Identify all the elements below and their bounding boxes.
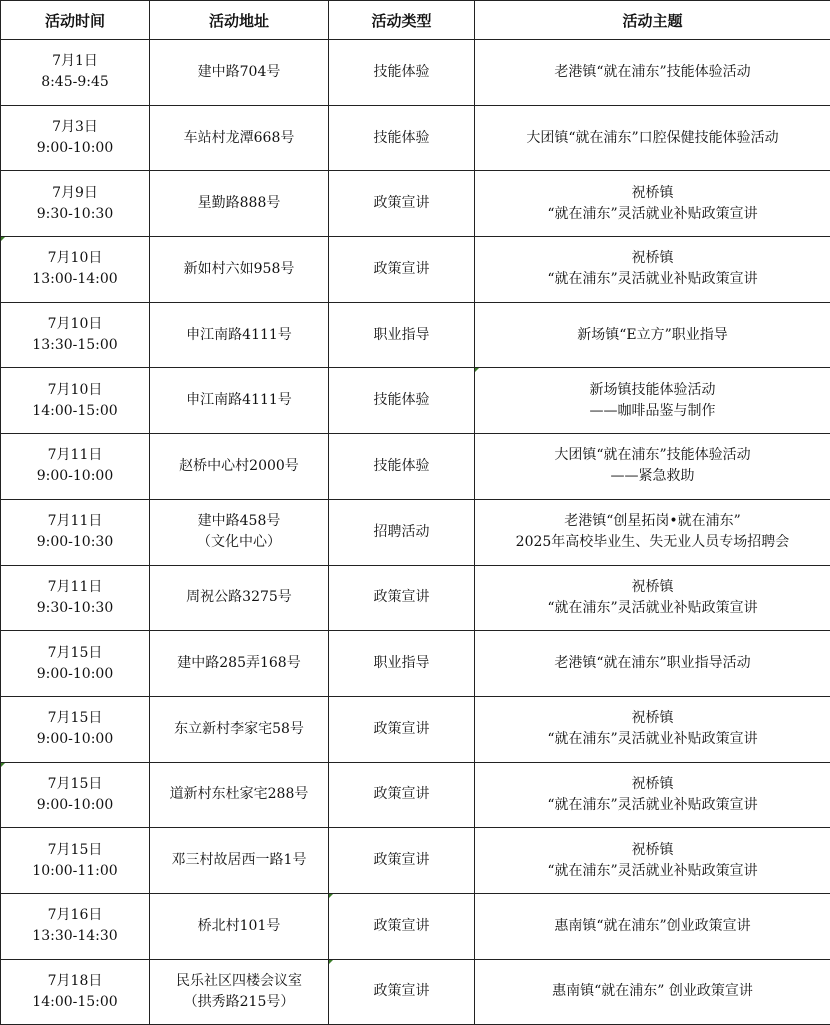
date-text: 7月3日 — [52, 119, 98, 136]
time-range-text: 9:30-10:30 — [36, 599, 114, 616]
time-range-text: 8:45-9:45 — [41, 74, 109, 91]
cell-theme — [475, 302, 830, 368]
cell-address — [150, 237, 329, 303]
cell-type — [329, 302, 475, 368]
header-theme: 活动主题 — [475, 1, 830, 40]
cell-time — [1, 565, 150, 631]
theme-line: 大团镇“就在浦东”技能体验活动 — [554, 447, 751, 464]
cell-corner-marker — [1, 237, 5, 241]
table-row — [1, 434, 830, 500]
theme-line: 祝桥镇 — [631, 775, 674, 792]
type-text: 技能体验 — [373, 392, 430, 409]
header-address: 活动地址 — [150, 1, 329, 40]
cell-time — [1, 40, 150, 106]
type-text: 政策宣讲 — [373, 260, 430, 277]
date-text: 7月11日 — [47, 513, 103, 530]
table-row — [1, 696, 830, 762]
theme-line: 祝桥镇 — [631, 578, 674, 595]
cell-type — [329, 368, 475, 434]
table-row — [1, 40, 830, 106]
theme-line: 大团镇“就在浦东”口腔保健技能体验活动 — [526, 129, 779, 146]
cell-theme — [475, 105, 830, 171]
cell-address — [150, 368, 329, 434]
theme-line: ——咖啡品鉴与制作 — [589, 402, 716, 419]
time-range-text: 10:00-11:00 — [32, 862, 118, 879]
theme-line: 祝桥镇 — [631, 184, 674, 201]
cell-corner-marker — [1, 763, 5, 767]
date-text: 7月9日 — [52, 184, 98, 201]
theme-line: 祝桥镇 — [631, 841, 674, 858]
cell-address — [150, 171, 329, 237]
cell-type — [329, 434, 475, 500]
theme-line: 老港镇“就在浦东”技能体验活动 — [554, 63, 751, 80]
theme-line: 惠南镇“就在浦东”创业政策宣讲 — [554, 917, 751, 934]
cell-address — [150, 696, 329, 762]
theme-line: “就在浦东”灵活就业补贴政策宣讲 — [547, 862, 758, 879]
theme-line: 老港镇“创星拓岗•就在浦东” — [564, 513, 741, 530]
time-range-text: 9:00-10:00 — [36, 796, 114, 813]
cell-address — [150, 631, 329, 697]
type-text: 技能体验 — [373, 457, 430, 474]
cell-address — [150, 762, 329, 828]
cell-theme — [475, 171, 830, 237]
date-text: 7月1日 — [52, 53, 98, 70]
table-row — [1, 762, 830, 828]
cell-time — [1, 959, 150, 1025]
time-range-text: 13:30-14:30 — [32, 928, 118, 945]
cell-address — [150, 828, 329, 894]
cell-type — [329, 762, 475, 828]
table-row — [1, 368, 830, 434]
type-text: 职业指导 — [373, 326, 430, 343]
type-text: 政策宣讲 — [373, 917, 430, 934]
cell-theme — [475, 893, 830, 959]
cell-corner-marker — [475, 368, 479, 372]
type-text: 政策宣讲 — [373, 983, 430, 1000]
cell-type — [329, 40, 475, 106]
address-line: 星勤路888号 — [197, 195, 281, 212]
type-text: 政策宣讲 — [373, 589, 430, 606]
address-line: 车站村龙潭668号 — [183, 129, 295, 146]
cell-type — [329, 237, 475, 303]
theme-line: “就在浦东”灵活就业补贴政策宣讲 — [547, 205, 758, 222]
time-range-text: 13:00-14:00 — [32, 271, 118, 288]
type-text: 招聘活动 — [373, 523, 430, 540]
theme-line: “就在浦东”灵活就业补贴政策宣讲 — [547, 731, 758, 748]
cell-theme — [475, 828, 830, 894]
cell-time — [1, 368, 150, 434]
cell-type — [329, 893, 475, 959]
table-row — [1, 828, 830, 894]
address-line: 申江南路4111号 — [186, 392, 292, 409]
address-line: 周祝公路3275号 — [186, 589, 292, 606]
address-line: 建中路704号 — [197, 63, 281, 80]
cell-theme — [475, 565, 830, 631]
type-text: 政策宣讲 — [373, 786, 430, 803]
cell-corner-marker — [329, 894, 333, 898]
cell-theme — [475, 631, 830, 697]
table-row — [1, 565, 830, 631]
type-text: 政策宣讲 — [373, 852, 430, 869]
table-row — [1, 499, 830, 565]
address-line: 申江南路4111号 — [186, 326, 292, 343]
cell-time — [1, 302, 150, 368]
cell-address — [150, 105, 329, 171]
address-line: 民乐社区四楼会议室 — [176, 972, 302, 989]
cell-address — [150, 565, 329, 631]
table-row — [1, 893, 830, 959]
address-line: （文化中心） — [197, 534, 281, 551]
cell-theme — [475, 368, 830, 434]
cell-type — [329, 696, 475, 762]
address-line: 桥北村101号 — [197, 917, 281, 934]
cell-address — [150, 499, 329, 565]
cell-time — [1, 499, 150, 565]
cell-time — [1, 696, 150, 762]
table-row — [1, 105, 830, 171]
cell-type — [329, 171, 475, 237]
theme-line: 祝桥镇 — [631, 710, 674, 727]
cell-address — [150, 302, 329, 368]
address-line: 邓三村故居西一路1号 — [171, 852, 307, 869]
time-range-text: 9:00-10:00 — [36, 140, 114, 157]
cell-theme — [475, 40, 830, 106]
date-text: 7月16日 — [47, 907, 103, 924]
date-text: 7月11日 — [47, 578, 103, 595]
header-time: 活动时间 — [1, 1, 150, 40]
cell-theme — [475, 237, 830, 303]
cell-time — [1, 434, 150, 500]
address-line: 建中路285弄168号 — [177, 655, 301, 672]
cell-time — [1, 237, 150, 303]
type-text: 职业指导 — [373, 655, 430, 672]
time-range-text: 9:30-10:30 — [36, 205, 114, 222]
address-line: 新如村六如958号 — [183, 260, 295, 277]
theme-line: 惠南镇“就在浦东” 创业政策宣讲 — [552, 983, 753, 1000]
address-line: 赵桥中心村2000号 — [179, 457, 299, 474]
cell-time — [1, 105, 150, 171]
time-range-text: 9:00-10:30 — [36, 534, 114, 551]
cell-time — [1, 631, 150, 697]
time-range-text: 9:00-10:00 — [36, 468, 114, 485]
theme-line: 新场镇技能体验活动 — [589, 381, 716, 398]
type-text: 技能体验 — [373, 63, 430, 80]
header-type: 活动类型 — [329, 1, 475, 40]
time-range-text: 14:00-15:00 — [32, 402, 118, 419]
type-text: 政策宣讲 — [373, 195, 430, 212]
cell-type — [329, 828, 475, 894]
cell-time — [1, 828, 150, 894]
theme-line: “就在浦东”灵活就业补贴政策宣讲 — [547, 271, 758, 288]
theme-line: ——紧急救助 — [610, 468, 695, 485]
theme-line: 新场镇“E立方”职业指导 — [577, 326, 728, 343]
theme-line: 老港镇“就在浦东”职业指导活动 — [554, 655, 751, 672]
address-line: 东立新村李家宅58号 — [174, 720, 304, 737]
theme-line: “就在浦东”灵活就业补贴政策宣讲 — [547, 796, 758, 813]
cell-type — [329, 105, 475, 171]
cell-type — [329, 631, 475, 697]
cell-address — [150, 959, 329, 1025]
cell-time — [1, 893, 150, 959]
table-body — [1, 40, 830, 1025]
time-range-text: 14:00-15:00 — [32, 993, 118, 1010]
date-text: 7月11日 — [47, 447, 103, 464]
cell-theme — [475, 499, 830, 565]
table-row — [1, 631, 830, 697]
time-range-text: 13:30-15:00 — [32, 337, 118, 354]
cell-time — [1, 171, 150, 237]
cell-theme — [475, 762, 830, 828]
time-range-text: 9:00-10:00 — [36, 731, 114, 748]
date-text: 7月18日 — [47, 972, 103, 989]
cell-address — [150, 40, 329, 106]
type-text: 政策宣讲 — [373, 720, 430, 737]
type-text: 技能体验 — [373, 129, 430, 146]
cell-theme — [475, 959, 830, 1025]
table-row — [1, 302, 830, 368]
theme-line: 祝桥镇 — [631, 250, 674, 267]
theme-line: 2025年高校毕业生、失无业人员专场招聘会 — [515, 534, 790, 551]
cell-time — [1, 762, 150, 828]
header-row — [1, 1, 830, 40]
address-line: 建中路458号 — [197, 513, 281, 530]
date-text: 7月15日 — [47, 775, 103, 792]
address-line: （拱秀路215号） — [183, 993, 295, 1010]
cell-type — [329, 959, 475, 1025]
date-text: 7月10日 — [47, 381, 103, 398]
cell-theme — [475, 434, 830, 500]
address-line: 道新村东杜家宅288号 — [169, 786, 309, 803]
date-text: 7月15日 — [47, 841, 103, 858]
table-row — [1, 959, 830, 1025]
table-row — [1, 237, 830, 303]
date-text: 7月10日 — [47, 316, 103, 333]
cell-theme — [475, 696, 830, 762]
cell-type — [329, 565, 475, 631]
date-text: 7月15日 — [47, 644, 103, 661]
cell-address — [150, 434, 329, 500]
cell-address — [150, 893, 329, 959]
date-text: 7月10日 — [47, 250, 103, 267]
date-text: 7月15日 — [47, 710, 103, 727]
time-range-text: 9:00-10:00 — [36, 665, 114, 682]
cell-corner-marker — [329, 960, 333, 964]
cell-type — [329, 499, 475, 565]
theme-line: “就在浦东”灵活就业补贴政策宣讲 — [547, 599, 758, 616]
table-row — [1, 171, 830, 237]
